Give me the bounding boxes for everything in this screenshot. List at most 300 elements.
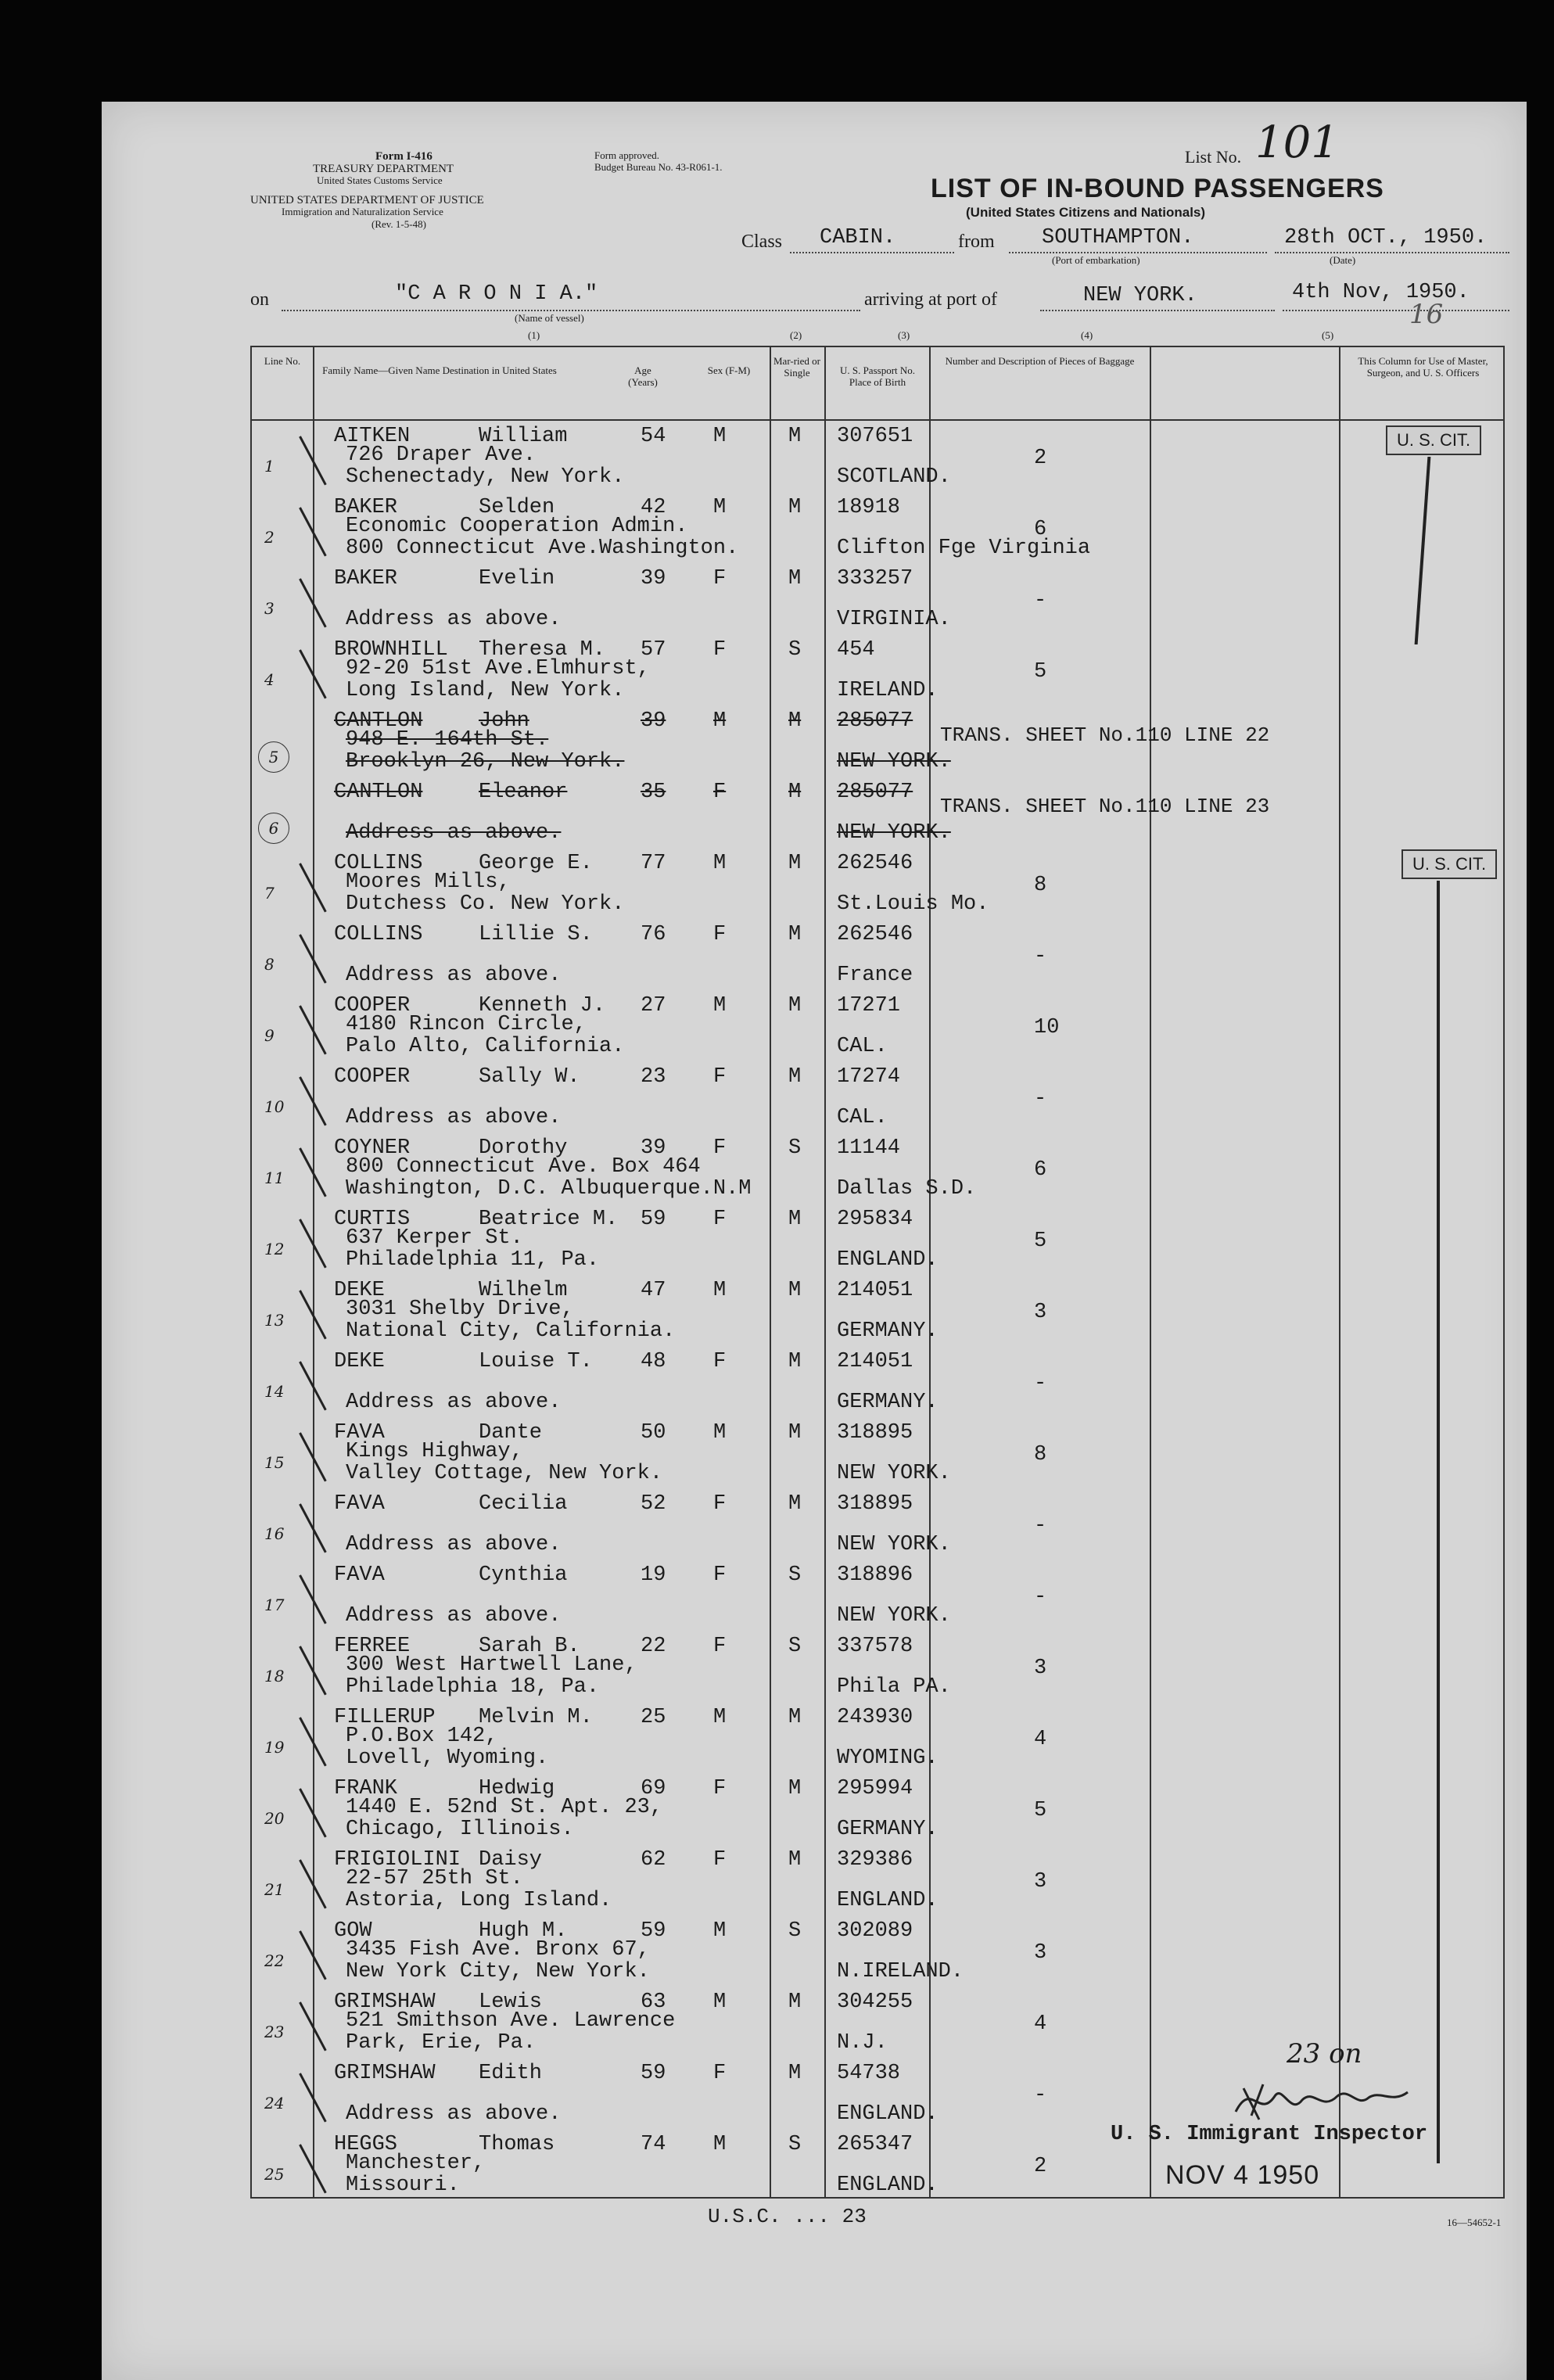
table-row: [252, 634, 1503, 705]
address-line-1: Economic Cooperation Admin.: [346, 515, 688, 538]
line-number: 12: [264, 1240, 285, 1258]
address-line-2: Lovell, Wyoming.: [346, 1746, 549, 1770]
col-married: Mar-ried or Single: [773, 355, 821, 379]
manifest-title: LIST OF IN-BOUND PASSENGERS: [931, 174, 1384, 203]
sex: F: [713, 1065, 727, 1089]
inspection-date-stamp: NOV 4 1950: [1165, 2160, 1320, 2190]
age: 59: [641, 2062, 666, 2085]
place-of-birth: NEW YORK.: [837, 750, 951, 774]
family-name: DEKE: [334, 1350, 385, 1373]
address-line-1: 637 Kerper St.: [346, 1226, 523, 1250]
check-mark: [299, 1574, 327, 1624]
line-number: 3: [264, 599, 275, 618]
list-no-label: List No.: [1185, 147, 1242, 167]
marital-status: M: [788, 1706, 802, 1729]
list-no-value: 101: [1255, 117, 1339, 168]
given-name: Sarah B.: [479, 1635, 580, 1658]
family-name: COOPER: [334, 994, 411, 1018]
given-name: Hugh M.: [479, 1919, 568, 1943]
passport-number: 214051: [837, 1350, 913, 1373]
sex: M: [713, 2133, 727, 2156]
passport-number: 454: [837, 638, 875, 662]
table-row: [252, 848, 1503, 919]
line-number: 25: [264, 2165, 285, 2184]
baggage: 3: [1034, 1301, 1047, 1324]
place-of-birth: GERMANY.: [837, 1319, 939, 1343]
address-line-1: 300 West Hartwell Lane,: [346, 1653, 637, 1677]
age: 39: [641, 709, 666, 733]
address-line-1: Kings Highway,: [346, 1440, 523, 1463]
baggage: 8: [1034, 874, 1047, 897]
address-line-2: 800 Connecticut Ave.Washington.: [346, 537, 739, 560]
address-line-2: Astoria, Long Island.: [346, 1889, 612, 1912]
col-line-no: Line No.: [264, 355, 301, 367]
address-line-1: 1440 E. 52nd St. Apt. 23,: [346, 1796, 663, 1819]
line-number: 20: [264, 1809, 285, 1828]
place-of-birth: NEW YORK.: [837, 1533, 951, 1556]
marital-status: M: [788, 2062, 802, 2085]
passport-number: 318895: [837, 1492, 913, 1516]
baggage: -: [1034, 1514, 1047, 1538]
sex: F: [713, 1848, 727, 1872]
sex: F: [713, 923, 727, 946]
baggage: -: [1034, 1372, 1047, 1395]
age: 77: [641, 852, 666, 875]
address-line-1: 3031 Shelby Drive,: [346, 1298, 574, 1321]
given-name: Theresa M.: [479, 638, 606, 662]
table-row: [252, 1417, 1503, 1488]
col-number: (3): [898, 329, 910, 341]
sex: F: [713, 1563, 727, 1587]
table-row: [252, 1915, 1503, 1987]
baggage: 3: [1034, 1870, 1047, 1894]
address-line-2: National City, California.: [346, 1319, 676, 1343]
age: 39: [641, 567, 666, 591]
given-name: Dante: [479, 1421, 543, 1445]
port-of-embarkation: SOUTHAMPTON.: [1042, 226, 1194, 249]
passport-number: 304255: [837, 1991, 913, 2014]
inspector-signature: [1228, 2073, 1431, 2127]
table-row: [252, 990, 1503, 1061]
sex: F: [713, 567, 727, 591]
baggage: -: [1034, 1087, 1047, 1111]
passport-number: 285077: [837, 709, 913, 733]
address-line-2: Park, Erie, Pa.: [346, 2031, 537, 2055]
customs-service: United States Customs Service: [317, 174, 443, 186]
check-mark: [299, 436, 327, 485]
address-line-2: Address as above.: [346, 1106, 562, 1129]
given-name: Wilhelm: [479, 1279, 568, 1302]
age: 69: [641, 1777, 666, 1800]
marital-status: M: [788, 1991, 802, 2014]
form-number: Form I-416: [375, 150, 432, 163]
given-name: John: [479, 709, 529, 733]
passport-number: 17271: [837, 994, 901, 1018]
baggage: 3: [1034, 1941, 1047, 1965]
vessel-name: "C A R O N I A.": [395, 282, 598, 306]
sex: M: [713, 852, 727, 875]
table-row: [252, 421, 1503, 492]
table-row: [252, 492, 1503, 563]
given-name: Lewis: [479, 1991, 543, 2014]
age: 19: [641, 1563, 666, 1587]
address-line-2: Address as above.: [346, 964, 562, 987]
line-number: 7: [264, 884, 275, 903]
check-mark: [299, 1717, 327, 1766]
check-mark: [299, 1930, 327, 1980]
given-name: Beatrice M.: [479, 1208, 619, 1231]
given-name: Lillie S.: [479, 923, 593, 946]
line-number: 24: [264, 2094, 285, 2113]
passport-number: 17274: [837, 1065, 901, 1089]
marital-status: M: [788, 1350, 802, 1373]
place-of-birth: WYOMING.: [837, 1746, 939, 1770]
family-name: GOW: [334, 1919, 372, 1943]
table-row: [252, 1844, 1503, 1915]
family-name: FERREE: [334, 1635, 411, 1658]
check-mark: [299, 1147, 327, 1197]
line-number: 21: [264, 1880, 285, 1899]
address-line-2: Palo Alto, California.: [346, 1035, 625, 1058]
check-mark: [299, 1788, 327, 1837]
line-number: 4: [264, 670, 275, 689]
family-name: BAKER: [334, 496, 398, 519]
col-officers: This Column for Use of Master, Surgeon, and U. S. Officers: [1358, 355, 1488, 379]
ins-service: Immigration and Naturalization Service: [282, 206, 443, 217]
on-label: on: [250, 289, 269, 310]
line-number: 8: [264, 955, 275, 974]
place-of-birth: N.IRELAND.: [837, 1960, 964, 1983]
sex: F: [713, 1350, 727, 1373]
baggage: 2: [1034, 2155, 1047, 2178]
family-name: COYNER: [334, 1136, 411, 1160]
table-row: [252, 1346, 1503, 1417]
address-line-2: Long Island, New York.: [346, 679, 625, 702]
place-of-birth: N.J.: [837, 2031, 888, 2055]
table-row: [252, 919, 1503, 990]
check-mark: [299, 1076, 327, 1125]
line-number: 9: [264, 1026, 275, 1045]
line-number: 18: [264, 1667, 285, 1685]
class-value: CABIN.: [820, 226, 896, 249]
address-line-1: 22-57 25th St.: [346, 1867, 523, 1890]
baggage: -: [1034, 1585, 1047, 1609]
address-line-2: Chicago, Illinois.: [346, 1818, 574, 1841]
age: 59: [641, 1919, 666, 1943]
table-row: [252, 1773, 1503, 1844]
sex: F: [713, 1492, 727, 1516]
place-of-birth: IRELAND.: [837, 679, 939, 702]
address-line-2: Washington, D.C. Albuquerque.N.M: [346, 1177, 752, 1201]
col-number: (5): [1322, 329, 1334, 341]
age: 62: [641, 1848, 666, 1872]
us-citizen-stamp: U. S. CIT.: [1386, 425, 1481, 455]
line-number: 14: [264, 1382, 285, 1401]
given-name: George E.: [479, 852, 593, 875]
date-caption: (Date): [1330, 254, 1356, 266]
line-number: 2: [264, 528, 275, 547]
sex: F: [713, 1635, 727, 1658]
passport-number: 262546: [837, 923, 913, 946]
passport-number: 243930: [837, 1706, 913, 1729]
table-row: [252, 1275, 1503, 1346]
address-line-1: Manchester,: [346, 2152, 486, 2175]
baggage: 2: [1034, 447, 1047, 470]
baggage: TRANS. SHEET No.110 LINE 23: [940, 795, 1270, 818]
baggage: 6: [1034, 518, 1047, 541]
check-mark: [299, 1005, 327, 1054]
table-row: [252, 705, 1503, 777]
given-name: Melvin M.: [479, 1706, 593, 1729]
passport-number: 302089: [837, 1919, 913, 1943]
check-mark: [299, 1290, 327, 1339]
address-line-2: Dutchess Co. New York.: [346, 892, 625, 916]
passport-number: 285077: [837, 781, 913, 804]
check-mark: [299, 1432, 327, 1481]
line-number: 10: [264, 1097, 285, 1116]
place-of-birth: NEW YORK.: [837, 821, 951, 845]
passport-number: 18918: [837, 496, 901, 519]
family-name: BROWNHILL: [334, 638, 448, 662]
passenger-table: [250, 346, 1505, 2199]
given-name: Cecilia: [479, 1492, 568, 1516]
sex: M: [713, 496, 727, 519]
place-of-birth: France: [837, 964, 913, 987]
family-name: COOPER: [334, 1065, 411, 1089]
age: 59: [641, 1208, 666, 1231]
given-name: Eleanor: [479, 781, 568, 804]
line-number: 5: [258, 741, 289, 773]
marital-status: M: [788, 1492, 802, 1516]
table-row: [252, 1631, 1503, 1702]
given-name: Kenneth J.: [479, 994, 606, 1018]
place-of-birth: Dallas S.D.: [837, 1177, 977, 1201]
place-of-birth: ENGLAND.: [837, 1889, 939, 1912]
marital-status: M: [788, 1208, 802, 1231]
vessel-caption: (Name of vessel): [515, 312, 584, 324]
marital-status: M: [788, 852, 802, 875]
table-row: [252, 1560, 1503, 1631]
family-name: GRIMSHAW: [334, 2062, 436, 2085]
marital-status: S: [788, 1919, 802, 1943]
marital-status: M: [788, 1279, 802, 1302]
age: 50: [641, 1421, 666, 1445]
family-name: BAKER: [334, 567, 398, 591]
table-row: [252, 1204, 1503, 1275]
place-of-birth: St.Louis Mo.: [837, 892, 989, 916]
check-mark: [299, 2073, 327, 2122]
age: 52: [641, 1492, 666, 1516]
sex: M: [713, 1279, 727, 1302]
passport-number: 329386: [837, 1848, 913, 1872]
family-name: FAVA: [334, 1421, 385, 1445]
check-mark: [299, 649, 327, 698]
marital-status: M: [788, 425, 802, 448]
address-line-2: Schenectady, New York.: [346, 465, 625, 489]
passport-number: 318896: [837, 1563, 913, 1587]
inspector-title: U. S. Immigrant Inspector: [1111, 2123, 1428, 2146]
baggage: 5: [1034, 1799, 1047, 1822]
departure-date: 28th OCT., 1950.: [1284, 226, 1488, 249]
passport-number: 337578: [837, 1635, 913, 1658]
place-of-birth: CAL.: [837, 1035, 888, 1058]
col-passport: U. S. Passport No. Place of Birth: [839, 364, 916, 388]
family-name: AITKEN: [334, 425, 411, 448]
place-of-birth: Clifton Fge Virginia: [837, 537, 1091, 560]
marital-status: M: [788, 496, 802, 519]
line-number: 17: [264, 1596, 285, 1614]
sex: M: [713, 994, 727, 1018]
address-line-2: Address as above.: [346, 821, 562, 845]
line-number: 22: [264, 1951, 285, 1970]
place-of-birth: GERMANY.: [837, 1391, 939, 1414]
address-line-1: 4180 Rincon Circle,: [346, 1013, 587, 1036]
address-line-2: Address as above.: [346, 1391, 562, 1414]
col-number: (4): [1081, 329, 1093, 341]
age: 23: [641, 1065, 666, 1089]
usc-count: U.S.C. ... 23: [708, 2205, 867, 2228]
age: 47: [641, 1279, 666, 1302]
line-number: 23: [264, 2023, 285, 2041]
age: 27: [641, 994, 666, 1018]
age: 57: [641, 638, 666, 662]
passport-number: 295994: [837, 1777, 913, 1800]
given-name: Evelin: [479, 567, 555, 591]
address-line-1: P.O.Box 142,: [346, 1725, 498, 1748]
port-caption: (Port of embarkation): [1052, 254, 1140, 266]
age: 54: [641, 425, 666, 448]
age: 35: [641, 781, 666, 804]
justice-dept: UNITED STATES DEPARTMENT OF JUSTICE: [250, 194, 484, 206]
sex: F: [713, 2062, 727, 2085]
marital-status: M: [788, 781, 802, 804]
manifest-sheet: [102, 102, 1527, 2380]
marital-status: S: [788, 1563, 802, 1587]
marital-status: S: [788, 638, 802, 662]
class-label: Class: [741, 232, 783, 252]
line-number: 16: [264, 1524, 285, 1543]
passport-number: 11144: [837, 1136, 901, 1160]
baggage: -: [1034, 2084, 1047, 2107]
table-row: [252, 1133, 1503, 1204]
family-name: FAVA: [334, 1563, 385, 1587]
passport-number: 54738: [837, 2062, 901, 2085]
family-name: FRANK: [334, 1777, 398, 1800]
revision: (Rev. 1-5-48): [371, 218, 426, 230]
family-name: CANTLON: [334, 781, 423, 804]
address-line-1: 948 E. 164th St.: [346, 728, 549, 752]
marital-status: M: [788, 709, 802, 733]
address-line-2: Brooklyn 26, New York.: [346, 750, 625, 774]
passport-number: 265347: [837, 2133, 913, 2156]
given-name: Dorothy: [479, 1136, 568, 1160]
from-label: from: [958, 232, 995, 252]
passport-number: 318895: [837, 1421, 913, 1445]
table-row: [252, 1702, 1503, 1773]
age: 25: [641, 1706, 666, 1729]
place-of-birth: NEW YORK.: [837, 1462, 951, 1485]
line-number: 13: [264, 1311, 285, 1330]
arrival-date: 4th Nov, 1950.: [1292, 281, 1470, 304]
place-of-birth: CAL.: [837, 1106, 888, 1129]
address-line-2: Address as above.: [346, 608, 562, 631]
sex: M: [713, 425, 727, 448]
address-line-2: Valley Cottage, New York.: [346, 1462, 663, 1485]
address-line-1: 800 Connecticut Ave. Box 464: [346, 1155, 701, 1179]
check-mark: [299, 1503, 327, 1553]
col-number: (1): [528, 329, 540, 341]
address-line-1: Moores Mills,: [346, 871, 511, 894]
age: 48: [641, 1350, 666, 1373]
baggage: 6: [1034, 1158, 1047, 1182]
given-name: Edith: [479, 2062, 543, 2085]
given-name: Hedwig: [479, 1777, 555, 1800]
line-number: 11: [264, 1168, 285, 1187]
sex: F: [713, 1777, 727, 1800]
address-line-2: New York City, New York.: [346, 1960, 650, 1983]
baggage: -: [1034, 589, 1047, 612]
given-name: Louise T.: [479, 1350, 593, 1373]
family-name: HEGGS: [334, 2133, 398, 2156]
baggage: 10: [1034, 1016, 1060, 1039]
given-name: Thomas: [479, 2133, 555, 2156]
check-mark: [299, 863, 327, 912]
given-name: Daisy: [479, 1848, 543, 1872]
table-row: [252, 563, 1503, 634]
age: 22: [641, 1635, 666, 1658]
passport-number: 333257: [837, 567, 913, 591]
address-line-1: 92-20 51st Ave.Elmhurst,: [346, 657, 650, 680]
given-name: William: [479, 425, 568, 448]
address-line-2: Philadelphia 18, Pa.: [346, 1675, 600, 1699]
check-mark: [299, 1219, 327, 1268]
sex: F: [713, 638, 727, 662]
us-citizen-stamp: U. S. CIT.: [1401, 849, 1497, 879]
line-number: 6: [258, 813, 289, 844]
col-name-destination: Family Name—Given Name Destination in United States: [322, 364, 557, 376]
sex: F: [713, 1208, 727, 1231]
arriving-label: arriving at port of: [864, 289, 997, 310]
address-line-2: Address as above.: [346, 1533, 562, 1556]
family-name: CANTLON: [334, 709, 423, 733]
family-name: FILLERUP: [334, 1706, 436, 1729]
place-of-birth: VIRGINIA.: [837, 608, 951, 631]
place-of-birth: ENGLAND.: [837, 1248, 939, 1272]
family-name: FRIGIOLINI: [334, 1848, 461, 1872]
given-name: Selden: [479, 496, 555, 519]
form-approved: Form approved.: [594, 149, 660, 161]
marital-status: S: [788, 1136, 802, 1160]
sex: F: [713, 781, 727, 804]
baggage: -: [1034, 945, 1047, 968]
table-row: [252, 1488, 1503, 1560]
check-mark: [299, 2001, 327, 2051]
place-of-birth: NEW YORK.: [837, 1604, 951, 1628]
passport-number: 214051: [837, 1279, 913, 1302]
inspector-note: 23 on: [1287, 2038, 1362, 2069]
marital-status: M: [788, 1065, 802, 1089]
age: 63: [641, 1991, 666, 2014]
marital-status: M: [788, 1777, 802, 1800]
line-number: 19: [264, 1738, 285, 1757]
baggage: 5: [1034, 1229, 1047, 1253]
col-sex: Sex (F-M): [707, 364, 751, 376]
place-of-birth: Phila PA.: [837, 1675, 951, 1699]
sex: M: [713, 1919, 727, 1943]
line-number: 1: [264, 457, 275, 476]
marital-status: M: [788, 1848, 802, 1872]
baggage: 8: [1034, 1443, 1047, 1466]
